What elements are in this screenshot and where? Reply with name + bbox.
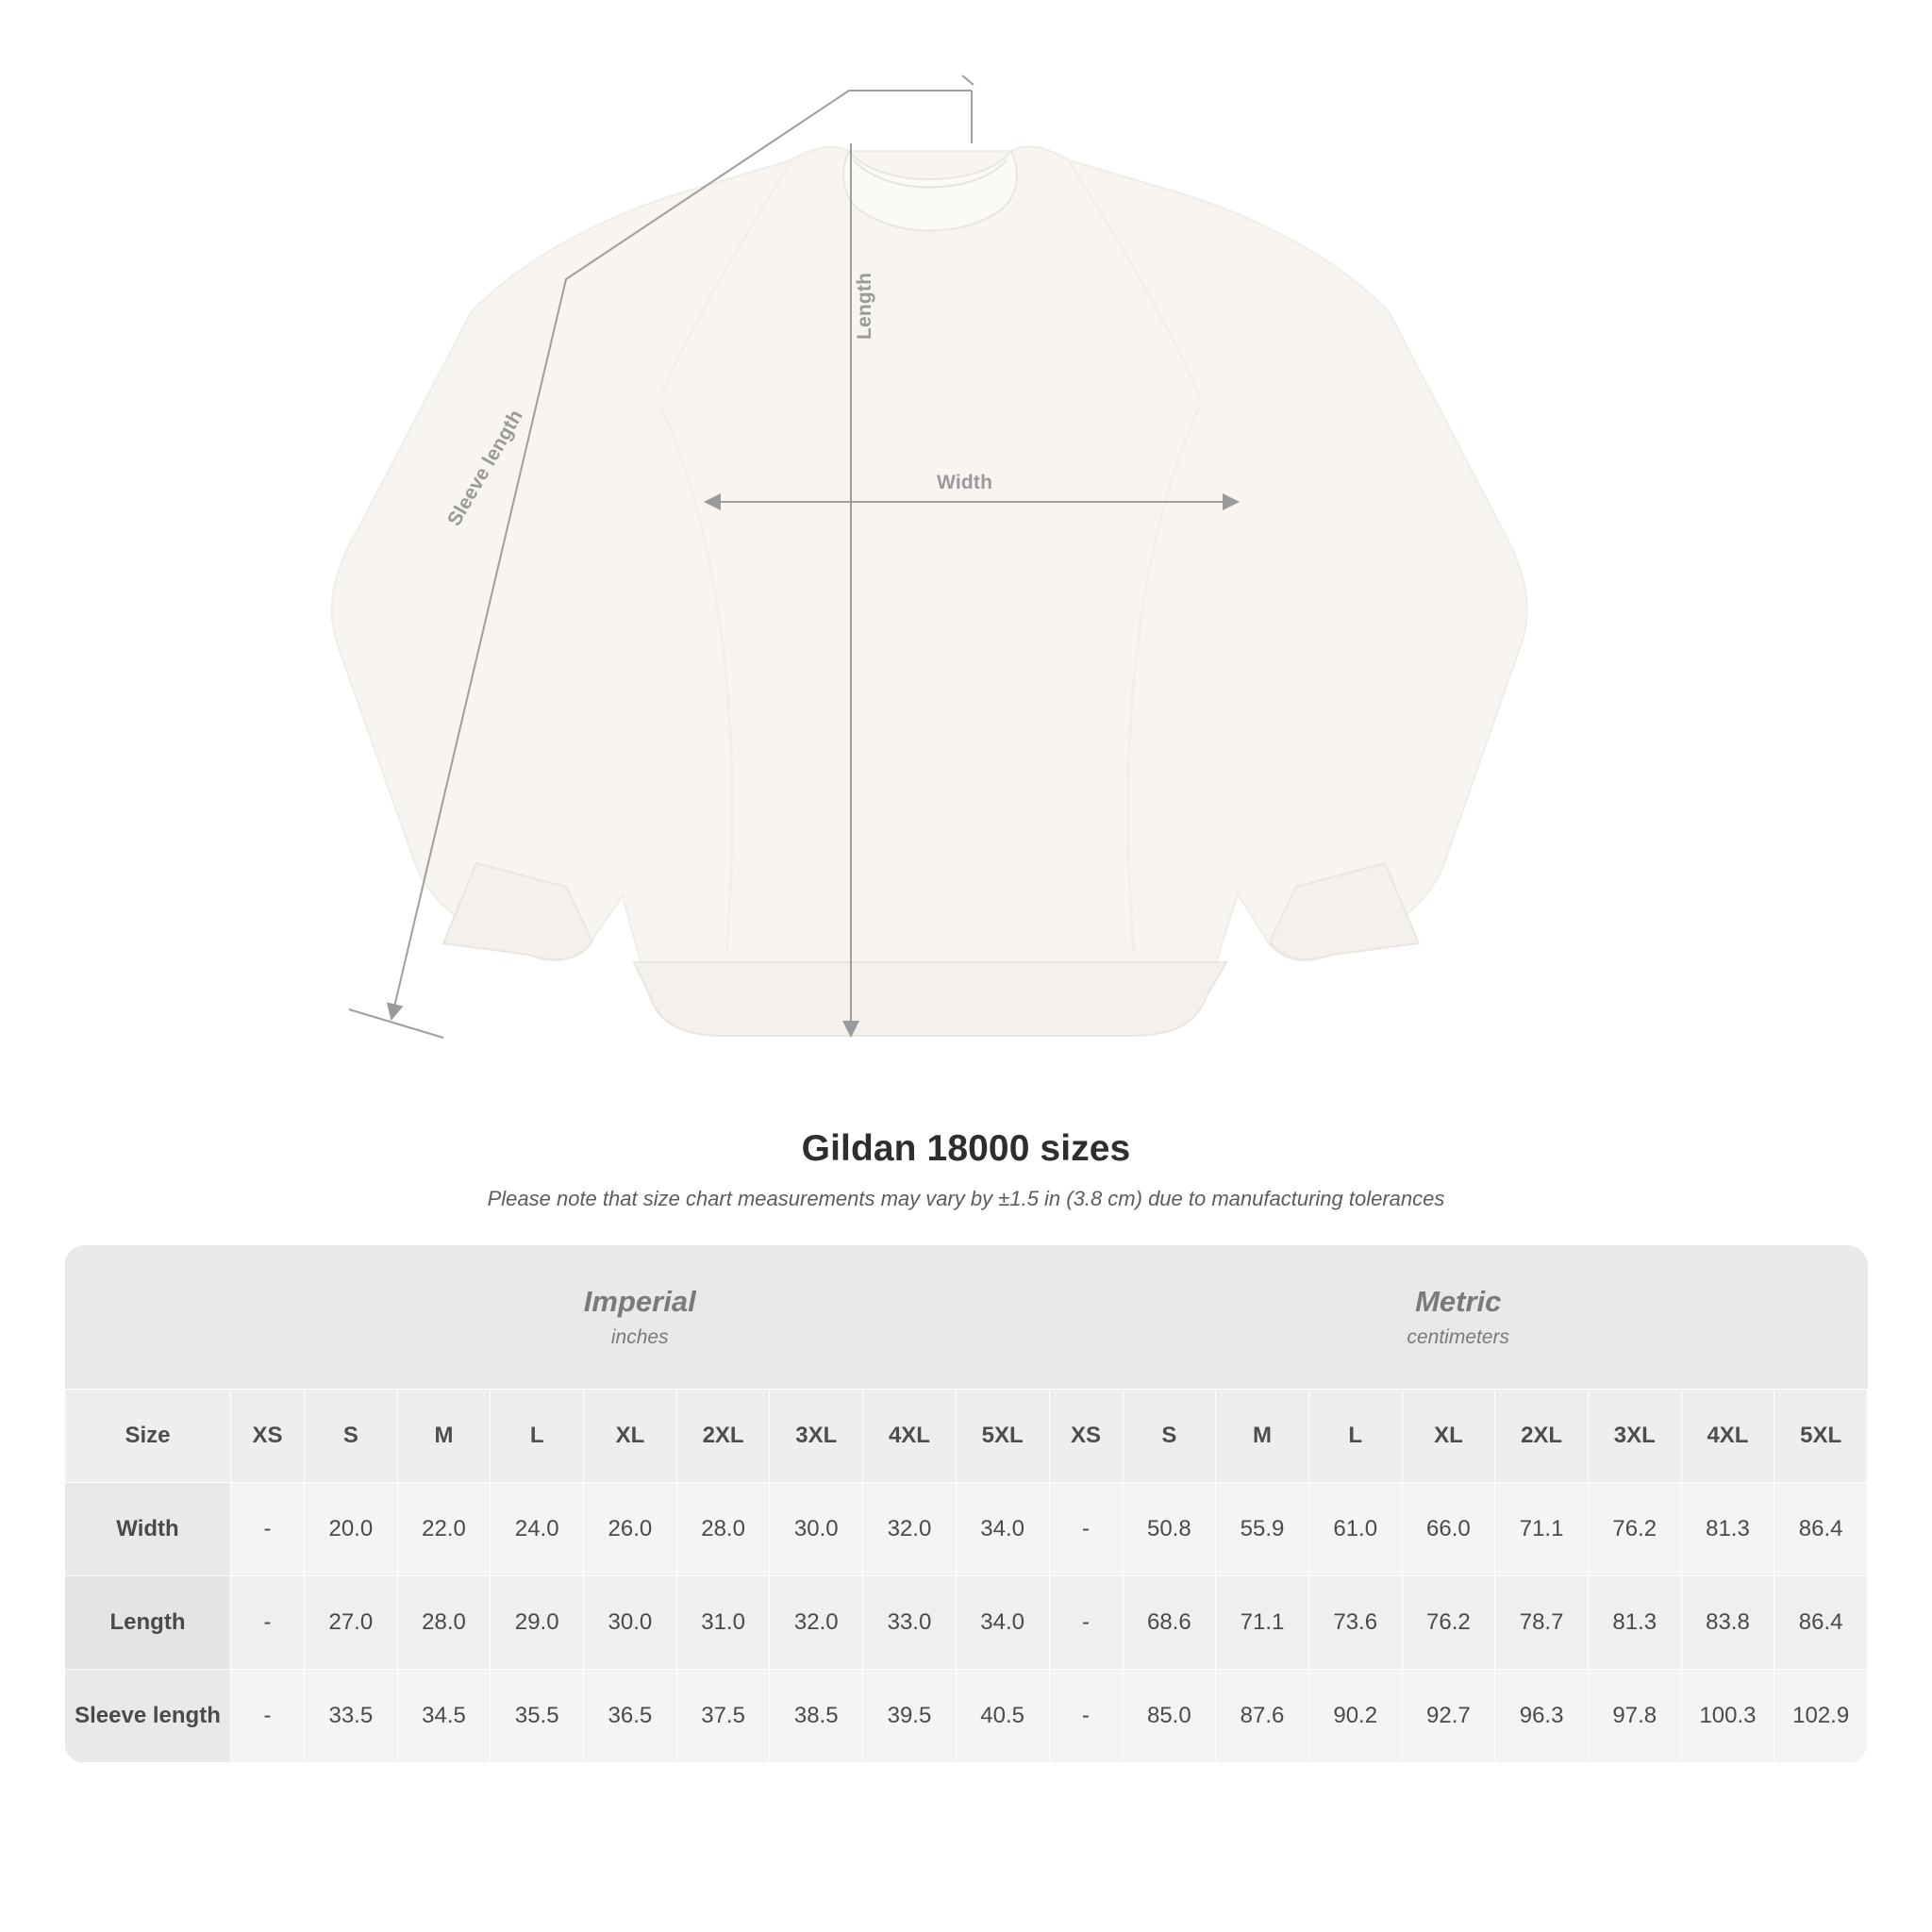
column-header-cell: 2XL [676,1390,770,1483]
table-cell: 66.0 [1402,1483,1495,1576]
table-cell: 81.3 [1588,1576,1681,1670]
column-header-cell: 2XL [1495,1390,1589,1483]
table-cell: 97.8 [1588,1670,1681,1763]
unit-header-metric [1049,1245,1868,1390]
column-header-cell: XS [1049,1390,1123,1483]
row-label: Length [65,1576,231,1670]
table-cell: - [1049,1483,1123,1576]
column-header-cell: S [1123,1390,1216,1483]
column-header-cell: 4XL [863,1390,957,1483]
sleeve-length-dimension-label: Sleeve length [443,406,527,530]
table-cell: 34.0 [956,1483,1049,1576]
table-cell: - [1049,1670,1123,1763]
table-cell: 31.0 [676,1576,770,1670]
table-cell: 30.0 [770,1483,863,1576]
table-cell: 73.6 [1308,1576,1402,1670]
column-header-cell: XS [231,1390,305,1483]
size-header-cell: Size [65,1390,231,1483]
column-header-cell: 4XL [1681,1390,1774,1483]
table-cell: 40.5 [956,1670,1049,1763]
table-cell: 96.3 [1495,1670,1589,1763]
table-row [65,1670,1868,1763]
table-cell: 86.4 [1774,1576,1868,1670]
column-header-cell: L [1308,1390,1402,1483]
unit-title-imperial: Imperial [583,1285,696,1318]
table-cell: 28.0 [676,1483,770,1576]
column-header-cell: S [305,1390,398,1483]
table-cell: 33.0 [863,1576,957,1670]
column-header-cell: XL [1402,1390,1495,1483]
table-cell: 68.6 [1123,1576,1216,1670]
width-dimension-label: Width [937,472,993,493]
table-cell: 22.0 [397,1483,491,1576]
size-table [64,1245,1868,1763]
table-cell: 102.9 [1774,1670,1868,1763]
table-cell: 87.6 [1216,1670,1309,1763]
table-row [65,1576,1868,1670]
table-cell: 26.0 [584,1483,677,1576]
table-cell: - [231,1483,305,1576]
tolerance-note: Please note that size chart measurements may vary by ±1.5 in (3.8 cm) due to manufacturing tolerances [487,1187,1445,1210]
table-cell: - [231,1576,305,1670]
table-cell: 55.9 [1216,1483,1309,1576]
table-cell: 34.0 [956,1576,1049,1670]
table-cell: 71.1 [1495,1483,1589,1576]
table-cell: 39.5 [863,1670,957,1763]
unit-subtitle-imperial: inches [610,1326,669,1348]
column-header-cell: 3XL [770,1390,863,1483]
table-cell: 92.7 [1402,1670,1495,1763]
table-cell: 76.2 [1402,1576,1495,1670]
table-cell: 30.0 [584,1576,677,1670]
title-block [0,1128,1932,1211]
table-cell: 32.0 [770,1576,863,1670]
column-header-cell: 3XL [1588,1390,1681,1483]
table-cell: 28.0 [397,1576,491,1670]
table-cell: 85.0 [1123,1670,1216,1763]
table-cell: 29.0 [491,1576,584,1670]
unit-header-imperial [231,1245,1050,1390]
column-header-cell: 5XL [956,1390,1049,1483]
table-cell: 38.5 [770,1670,863,1763]
sweatshirt-body [332,146,1527,1036]
column-header-cell: M [1216,1390,1309,1483]
table-cell: 27.0 [305,1576,398,1670]
table-cell: 86.4 [1774,1483,1868,1576]
table-cell: - [1049,1576,1123,1670]
table-cell: 35.5 [491,1670,584,1763]
table-cell: 34.5 [397,1670,491,1763]
row-label: Sleeve length [65,1670,231,1763]
unit-subtitle-metric: centimeters [1407,1326,1510,1348]
column-header-cell: L [491,1390,584,1483]
column-header-cell: XL [584,1390,677,1483]
table-cell: 50.8 [1123,1483,1216,1576]
unit-header-spacer [65,1245,231,1390]
table-cell: 71.1 [1216,1576,1309,1670]
table-cell: 81.3 [1681,1483,1774,1576]
table-cell: 24.0 [491,1483,584,1576]
table-cell: 90.2 [1308,1670,1402,1763]
table-cell: 78.7 [1495,1576,1589,1670]
table-cell: 61.0 [1308,1483,1402,1576]
column-header-cell: M [397,1390,491,1483]
unit-header-row [65,1245,1868,1390]
table-cell: 32.0 [863,1483,957,1576]
row-label: Width [65,1483,231,1576]
size-header-row [65,1390,1868,1483]
page-title: Gildan 18000 sizes [801,1128,1131,1169]
table-cell: 20.0 [305,1483,398,1576]
table-cell: 37.5 [676,1670,770,1763]
table-cell: 76.2 [1588,1483,1681,1576]
length-dimension-label: Length [854,272,875,340]
table-cell: 33.5 [305,1670,398,1763]
table-cell: 100.3 [1681,1670,1774,1763]
table-cell: 36.5 [584,1670,677,1763]
table-row [65,1483,1868,1576]
table-cell: - [231,1670,305,1763]
size-table-wrapper [64,1245,1868,1763]
unit-title-metric: Metric [1415,1285,1502,1318]
table-cell: 83.8 [1681,1576,1774,1670]
column-header-cell: 5XL [1774,1390,1868,1483]
